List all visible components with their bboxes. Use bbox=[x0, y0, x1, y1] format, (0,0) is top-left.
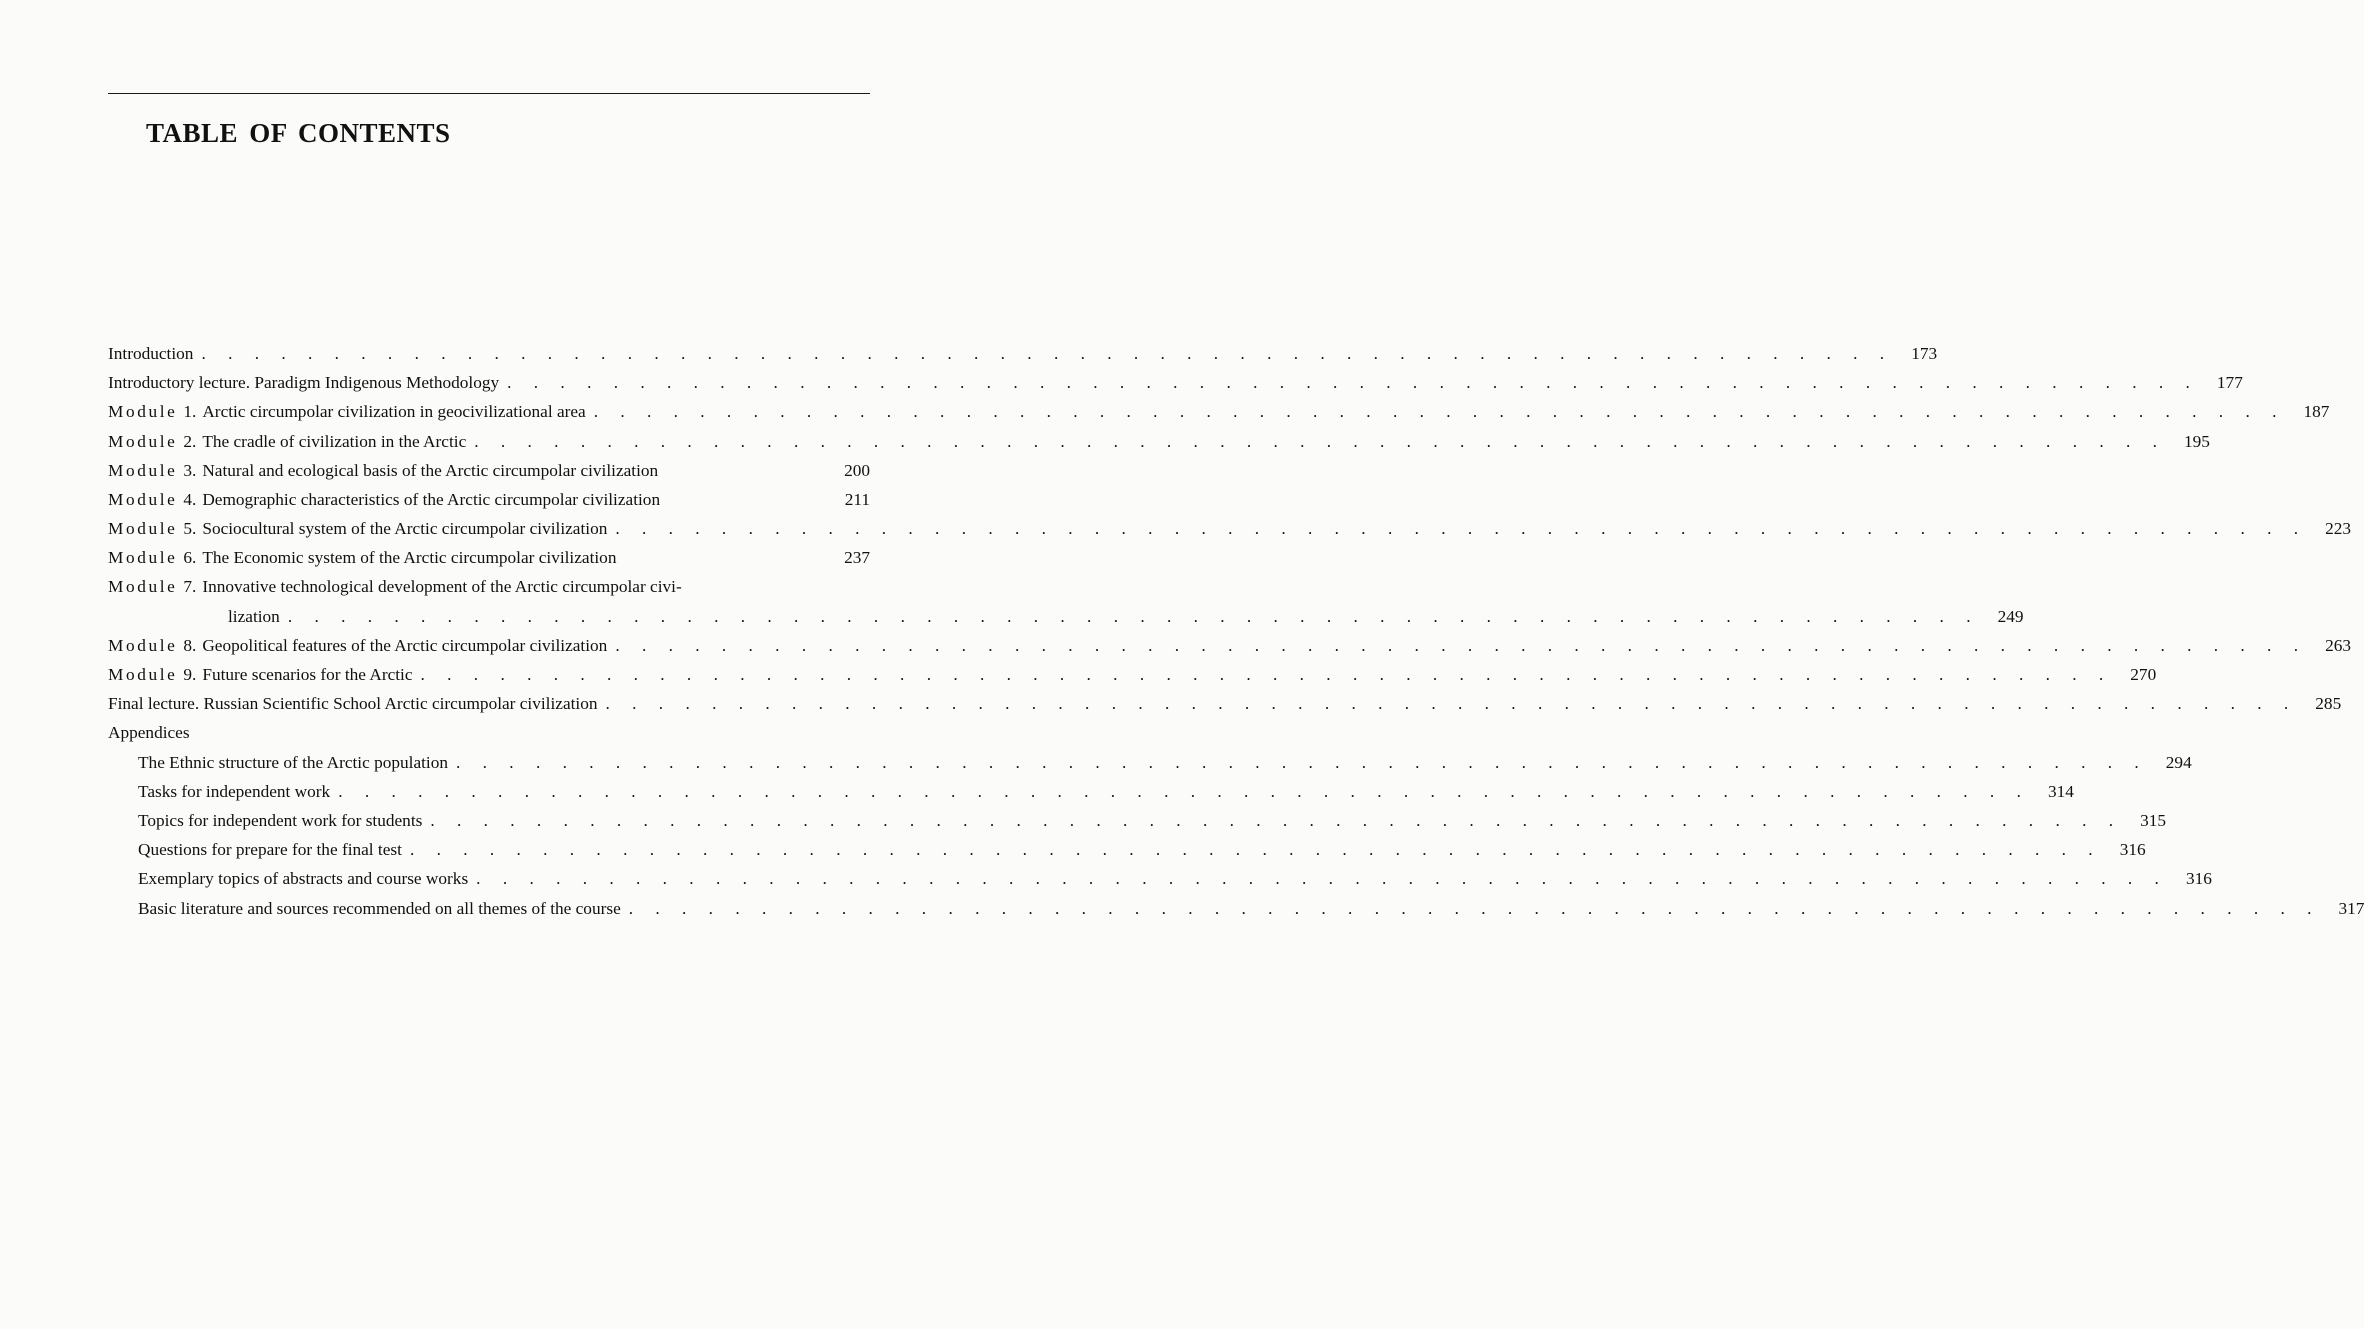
module-prefix: Module bbox=[108, 635, 178, 655]
module-number: 8. bbox=[183, 635, 197, 655]
entry-label: The Economic system of the Arctic circumpolar civilization bbox=[202, 548, 617, 568]
module-prefix: Module bbox=[108, 489, 178, 509]
dot-leader bbox=[402, 835, 2102, 864]
table-of-contents bbox=[108, 339, 2364, 923]
entry-label: The Ethnic structure of the Arctic population bbox=[138, 752, 449, 772]
toc-entry-module-6[interactable] bbox=[108, 543, 870, 572]
entry-label: Introduction bbox=[108, 343, 194, 363]
toc-entry-appendix-3[interactable] bbox=[108, 806, 2167, 835]
page-number: 173 bbox=[1911, 343, 1938, 363]
page-number: 316 bbox=[2119, 840, 2146, 860]
toc-entry-appendix-6[interactable] bbox=[108, 894, 2364, 923]
toc-entry-module-3[interactable] bbox=[108, 456, 870, 485]
module-prefix: Module bbox=[108, 431, 178, 451]
module-number: 7. bbox=[183, 577, 197, 597]
module-number: 1. bbox=[183, 402, 197, 422]
entry-label: Final lecture. Russian Scientific School Arctic circumpolar civilization bbox=[108, 694, 598, 714]
page-number: 317 bbox=[2338, 898, 2364, 918]
module-number: 4. bbox=[183, 489, 197, 509]
page-number: 285 bbox=[2315, 694, 2342, 714]
page-number: 237 bbox=[844, 548, 870, 568]
toc-entry-module-8[interactable] bbox=[108, 631, 2352, 660]
toc-entry-module-7[interactable] bbox=[108, 573, 2024, 631]
page-title: TABLE OF CONTENTS bbox=[146, 118, 451, 148]
entry-label: Geopolitical features of the Arctic circumpolar civilization bbox=[202, 635, 608, 655]
module-number: 5. bbox=[183, 519, 197, 539]
toc-entry-module-1[interactable] bbox=[108, 397, 2330, 426]
page-number: 200 bbox=[844, 460, 870, 480]
dot-leader bbox=[448, 748, 2148, 777]
page-number: 249 bbox=[1997, 606, 2024, 626]
page-number: 316 bbox=[2185, 869, 2212, 889]
dot-leader bbox=[586, 397, 2286, 426]
dot-leader bbox=[280, 602, 1980, 631]
entry-label: Arctic circumpolar civilization in geocivilizational area bbox=[202, 402, 586, 422]
dot-leader bbox=[413, 660, 2113, 689]
module-prefix: Module bbox=[108, 665, 178, 685]
module-number: 6. bbox=[183, 548, 197, 568]
toc-entry-appendix-5[interactable] bbox=[108, 864, 2212, 893]
entry-label: Basic literature and sources recommended on all themes of the course bbox=[138, 898, 621, 918]
dot-leader bbox=[598, 689, 2298, 718]
entry-label: Introductory lecture. Paradigm Indigenous Methodology bbox=[108, 373, 500, 393]
dot-leader bbox=[607, 631, 2307, 660]
entry-label-line-2: lization bbox=[228, 606, 280, 626]
toc-heading-appendices bbox=[108, 718, 870, 747]
module-prefix: Module bbox=[108, 548, 178, 568]
dot-leader bbox=[422, 806, 2122, 835]
toc-entry-module-9[interactable] bbox=[108, 660, 2157, 689]
entry-label: Exemplary topics of abstracts and course works bbox=[138, 869, 469, 889]
toc-entry-appendix-1[interactable] bbox=[108, 748, 2192, 777]
toc-entry-introductory-lecture[interactable] bbox=[108, 368, 2243, 397]
entry-label: The cradle of civilization in the Arctic bbox=[202, 431, 467, 451]
entry-label: Questions for prepare for the final test bbox=[138, 840, 402, 860]
page-number: 270 bbox=[2130, 665, 2157, 685]
module-prefix: Module bbox=[108, 402, 178, 422]
dot-leader bbox=[193, 339, 1893, 368]
entry-label: Future scenarios for the Arctic bbox=[202, 665, 413, 685]
page-number: 263 bbox=[2325, 635, 2352, 655]
module-number: 9. bbox=[183, 665, 197, 685]
entry-label: Topics for independent work for students bbox=[138, 811, 423, 830]
toc-entry-appendix-2[interactable] bbox=[108, 777, 2074, 806]
page-number: 315 bbox=[2140, 811, 2167, 830]
entry-label-line-1: Innovative technological development of the Arctic circumpolar civi- bbox=[202, 577, 682, 597]
module-number: 2. bbox=[183, 431, 197, 451]
page-number: 223 bbox=[2325, 519, 2352, 539]
dot-leader bbox=[468, 864, 2168, 893]
dot-leader bbox=[607, 514, 2307, 543]
module-prefix: Module bbox=[108, 519, 178, 539]
page-number: 195 bbox=[2184, 431, 2210, 451]
entry-label: Demographic characteristics of the Arctic circumpolar civilization bbox=[202, 489, 661, 509]
toc-entry-introduction[interactable] bbox=[108, 339, 1938, 368]
page-number: 187 bbox=[2303, 402, 2330, 422]
section-label: Appendices bbox=[108, 723, 190, 743]
dot-leader bbox=[330, 777, 2030, 806]
dot-leader bbox=[499, 368, 2199, 397]
entry-label: Natural and ecological basis of the Arctic circumpolar civilization bbox=[202, 460, 659, 480]
dot-leader bbox=[621, 894, 2321, 923]
dot-leader bbox=[466, 427, 2166, 456]
entry-label: Sociocultural system of the Arctic circumpolar civilization bbox=[202, 519, 608, 539]
page-number: 314 bbox=[2047, 781, 2074, 801]
page-number: 211 bbox=[844, 489, 870, 509]
page-number: 177 bbox=[2216, 373, 2243, 393]
toc-entry-module-2[interactable] bbox=[108, 427, 2210, 456]
module-prefix: Module bbox=[108, 577, 178, 597]
toc-entry-module-5[interactable] bbox=[108, 514, 2352, 543]
page-number: 294 bbox=[2165, 752, 2192, 772]
toc-entry-module-4[interactable] bbox=[108, 485, 870, 514]
module-number: 3. bbox=[183, 460, 197, 480]
module-prefix: Module bbox=[108, 460, 178, 480]
header-rule bbox=[108, 93, 870, 94]
toc-entry-appendix-4[interactable] bbox=[108, 835, 2146, 864]
entry-label: Tasks for independent work bbox=[138, 781, 331, 801]
toc-entry-final-lecture[interactable] bbox=[108, 689, 2342, 718]
